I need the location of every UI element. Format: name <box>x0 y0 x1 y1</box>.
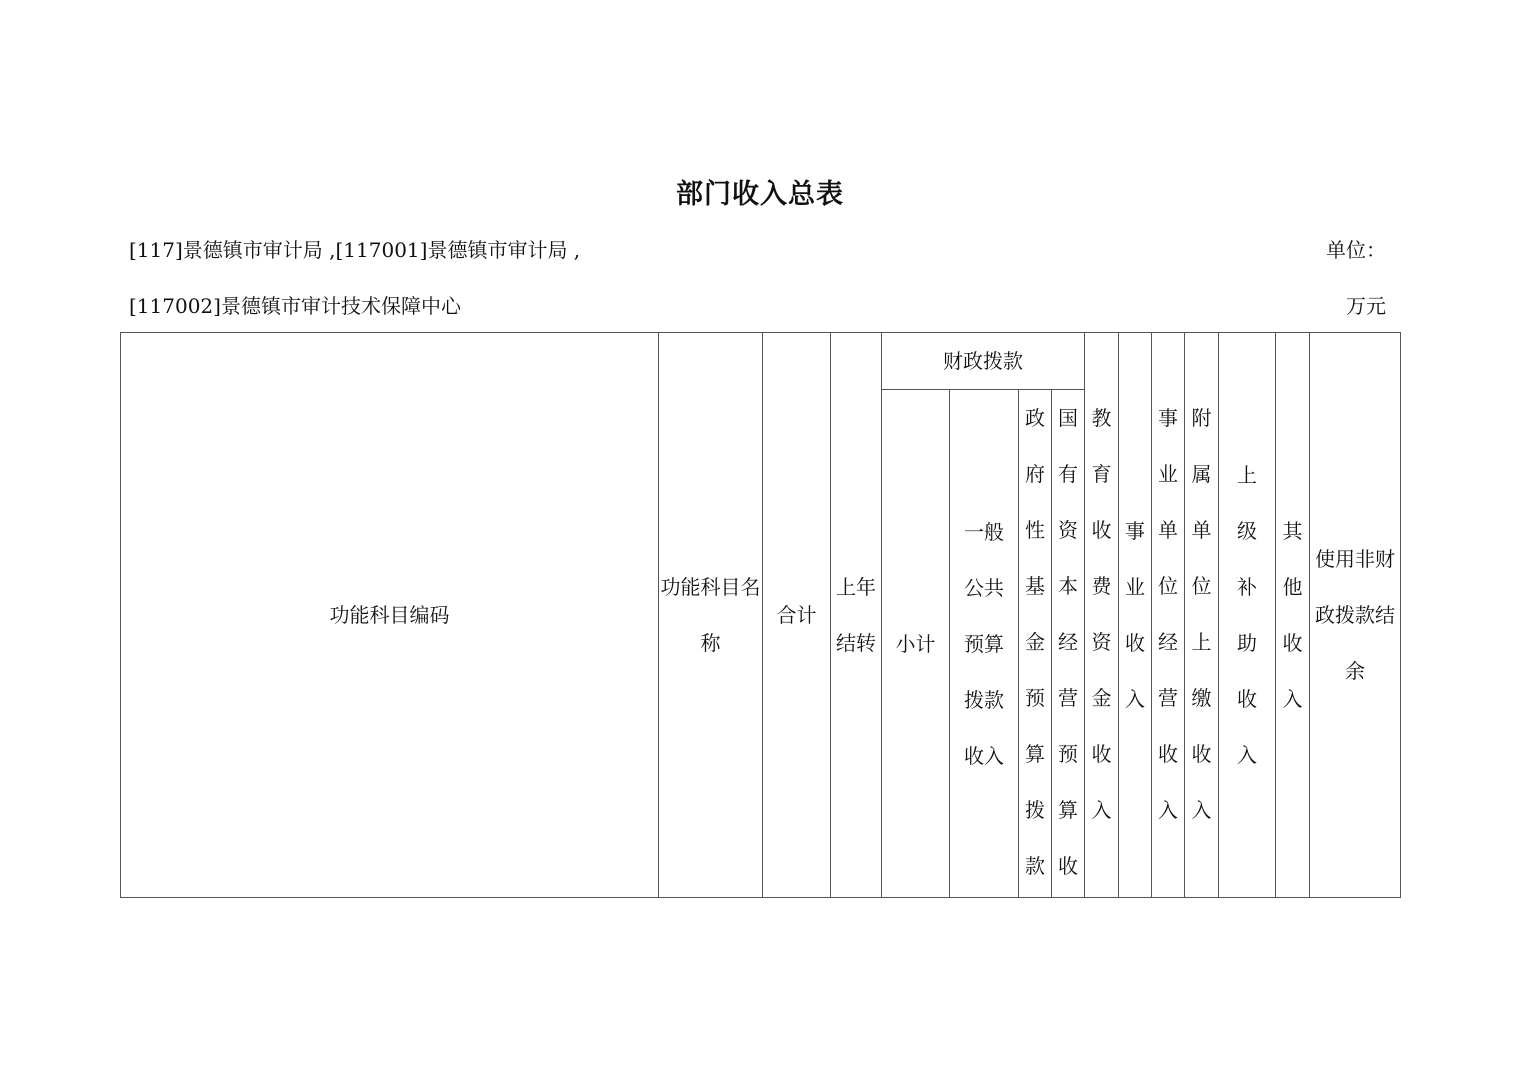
org-line-2: [117002]景德镇市审计技术保障中心 <box>129 294 461 318</box>
header-subtotal: 小计 <box>882 390 950 898</box>
header-other-income: 其他收入 <box>1276 333 1310 898</box>
header-function-name: 功能科目名称 <box>659 333 763 898</box>
header-education-fee: 教育收费资金收入 <box>1085 333 1119 898</box>
income-summary-table <box>120 332 1401 898</box>
header-state-capital-budget: 国有资本经营预算收 <box>1052 390 1085 898</box>
header-total: 合计 <box>763 333 831 898</box>
header-business-income: 事业收入 <box>1119 333 1152 898</box>
header-general-public-budget: 一般公共预算拨款收入 <box>950 390 1019 898</box>
header-non-fiscal-balance: 使用非财政拨款结余 <box>1310 333 1401 898</box>
header-prior-year-carryover: 上年结转 <box>831 333 882 898</box>
unit-value: 万元 <box>1346 294 1386 318</box>
unit-label: 单位： <box>1326 238 1386 262</box>
header-fiscal-appropriation-group: 财政拨款 <box>882 333 1085 390</box>
header-superior-subsidy: 上级补助收入 <box>1219 333 1276 898</box>
header-business-unit-operating: 事业单位经营收入 <box>1152 333 1185 898</box>
org-line-1: [117]景德镇市审计局 ,[117001]景德镇市审计局 , <box>129 238 581 262</box>
header-gov-fund-budget: 政府性基金预算拨款 <box>1019 390 1052 898</box>
page-title: 部门收入总表 <box>676 179 844 210</box>
header-affiliate-remittance: 附属单位上缴收入 <box>1185 333 1219 898</box>
header-function-code: 功能科目编码 <box>121 333 659 898</box>
